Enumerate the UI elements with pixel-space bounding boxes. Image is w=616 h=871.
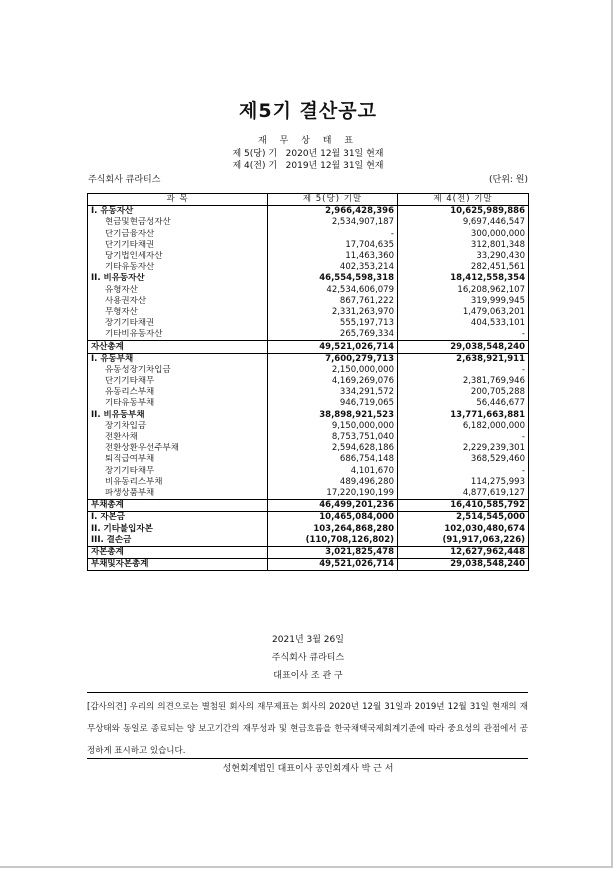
announcement-date: 2021년 3월 26일 <box>272 635 344 645</box>
table-row <box>88 454 529 465</box>
current-value: 555,197,713 <box>268 318 398 329</box>
account-label: 장기기타채무 <box>88 466 268 477</box>
current-period: 제 5(당) 기 2020년 12월 31일 현재 <box>232 149 384 159</box>
company-name: 주식회사 큐라티스 <box>88 175 161 185</box>
account-label: I. 자본금 <box>88 512 268 524</box>
account-label: 유동성장기차입금 <box>88 365 268 376</box>
current-value: 17,220,190,199 <box>268 488 398 500</box>
previous-value: 1,479,063,201 <box>398 307 529 318</box>
table-row <box>88 240 529 251</box>
document-title: 제5기 결산공고 <box>239 100 377 122</box>
table-row <box>88 262 529 273</box>
previous-value: (91,917,063,226) <box>398 535 529 547</box>
current-value: 9,150,000,000 <box>268 421 398 432</box>
previous-value: - <box>398 365 529 376</box>
current-value: 8,753,751,040 <box>268 432 398 443</box>
header-account: 과 목 <box>88 194 268 206</box>
account-label: 유형자산 <box>88 285 268 296</box>
previous-value: 33,290,430 <box>398 251 529 262</box>
previous-value: 16,208,962,107 <box>398 285 529 296</box>
account-label: 부채및자본총계 <box>88 559 268 571</box>
current-value: 42,534,606,079 <box>268 285 398 296</box>
account-label: 장기기타채권 <box>88 318 268 329</box>
table-row <box>88 365 529 376</box>
previous-value: 2,514,545,000 <box>398 512 529 524</box>
previous-value: 9,697,446,547 <box>398 217 529 228</box>
account-label: 단기기타채권 <box>88 240 268 251</box>
account-label: 장기차입금 <box>88 421 268 432</box>
current-value: 49,521,026,714 <box>268 341 398 353</box>
current-value: 49,521,026,714 <box>268 559 398 571</box>
current-value: 2,534,907,187 <box>268 217 398 228</box>
previous-value: 2,229,239,301 <box>398 443 529 454</box>
account-label: III. 결손금 <box>88 535 268 547</box>
current-value: 402,353,214 <box>268 262 398 273</box>
previous-value: 29,038,548,240 <box>398 341 529 353</box>
table-row <box>88 432 529 443</box>
account-label: 무형자산 <box>88 307 268 318</box>
previous-value: 12,627,962,448 <box>398 546 529 558</box>
previous-value: 6,182,000,000 <box>398 421 529 432</box>
table-row <box>88 329 529 341</box>
current-value: 489,496,280 <box>268 477 398 488</box>
account-label: 단기금융자산 <box>88 229 268 240</box>
current-value: 4,169,269,076 <box>268 376 398 387</box>
table-row <box>88 376 529 387</box>
current-value: 334,291,572 <box>268 387 398 398</box>
table-row <box>88 296 529 307</box>
previous-value: 404,533,101 <box>398 318 529 329</box>
company-row <box>88 172 528 185</box>
current-value: - <box>268 229 398 240</box>
account-label: 기타유동자산 <box>88 262 268 273</box>
account-label: 현금및현금성자산 <box>88 217 268 228</box>
current-value: 2,966,428,396 <box>268 206 398 218</box>
previous-value: 10,625,989,886 <box>398 206 529 218</box>
current-value: 946,719,065 <box>268 398 398 409</box>
account-label: II. 기타불입자본 <box>88 523 268 534</box>
table-row <box>88 410 529 421</box>
previous-value: - <box>398 466 529 477</box>
previous-value: 319,999,945 <box>398 296 529 307</box>
account-label: I. 유동부채 <box>88 353 268 365</box>
account-label: 사용권자산 <box>88 296 268 307</box>
table-row <box>88 307 529 318</box>
table-row <box>88 421 529 432</box>
current-value: 265,769,334 <box>268 329 398 341</box>
table-row <box>88 353 529 365</box>
current-value: 38,898,921,523 <box>268 410 398 421</box>
signer-company: 주식회사 큐라티스 <box>271 653 345 663</box>
current-value: (110,708,126,802) <box>268 535 398 547</box>
current-value: 11,463,360 <box>268 251 398 262</box>
previous-value: 312,801,348 <box>398 240 529 251</box>
account-label: 단기기타채무 <box>88 376 268 387</box>
current-value: 867,761,222 <box>268 296 398 307</box>
table-row <box>88 285 529 296</box>
account-label: 자산총계 <box>88 341 268 353</box>
current-value: 17,704,635 <box>268 240 398 251</box>
current-value: 7,600,279,713 <box>268 353 398 365</box>
current-value: 686,754,148 <box>268 454 398 465</box>
balance-sheet-table <box>87 193 529 571</box>
table-row <box>88 398 529 409</box>
table-row <box>88 318 529 329</box>
previous-value: - <box>398 432 529 443</box>
table-header-row <box>88 194 529 206</box>
account-label: 전환상환우선주부채 <box>88 443 268 454</box>
current-value: 46,499,201,236 <box>268 500 398 512</box>
previous-value: 114,275,993 <box>398 477 529 488</box>
statement-subtitle: 재 무 상 태 표 <box>258 136 358 146</box>
current-value: 3,021,825,478 <box>268 546 398 558</box>
table-row <box>88 251 529 262</box>
table-row <box>88 466 529 477</box>
table-row <box>88 229 529 240</box>
previous-value: 200,705,288 <box>398 387 529 398</box>
signer-ceo: 대표이사 조 관 구 <box>273 671 343 681</box>
previous-value: 300,000,000 <box>398 229 529 240</box>
account-label: 퇴직급여부채 <box>88 454 268 465</box>
account-label: 비유동리스부채 <box>88 477 268 488</box>
account-label: II. 비유동부채 <box>88 410 268 421</box>
table-row <box>88 512 529 524</box>
previous-value: 4,877,619,127 <box>398 488 529 500</box>
unit-label: (단위: 원) <box>489 175 528 185</box>
account-label: I. 유동자산 <box>88 206 268 218</box>
previous-value: - <box>398 329 529 341</box>
previous-period: 제 4(전) 기 2019년 12월 31일 현재 <box>232 161 384 171</box>
current-value: 2,594,628,186 <box>268 443 398 454</box>
auditor-signature: 성현회계법인 대표이사 공인회계사 박 근 서 <box>222 764 394 774</box>
current-value: 103,264,868,280 <box>268 523 398 534</box>
previous-value: 56,446,677 <box>398 398 529 409</box>
table-row <box>88 443 529 454</box>
current-value: 2,331,263,970 <box>268 307 398 318</box>
account-label: 전환사채 <box>88 432 268 443</box>
total-row <box>88 341 529 353</box>
total-row <box>88 500 529 512</box>
audit-opinion-box <box>87 692 528 759</box>
account-label: 당기법인세자산 <box>88 251 268 262</box>
previous-value: 29,038,548,240 <box>398 559 529 571</box>
table-row <box>88 488 529 500</box>
current-value: 4,101,670 <box>268 466 398 477</box>
header-previous: 제 4(전) 기말 <box>398 194 529 206</box>
previous-value: 13,771,663,881 <box>398 410 529 421</box>
header-current: 제 5(당) 기말 <box>268 194 398 206</box>
account-label: II. 비유동자산 <box>88 273 268 284</box>
account-label: 유동리스부채 <box>88 387 268 398</box>
table-row <box>88 535 529 547</box>
previous-value: 18,412,558,354 <box>398 273 529 284</box>
table-row <box>88 273 529 284</box>
previous-value: 2,381,769,946 <box>398 376 529 387</box>
previous-value: 282,451,561 <box>398 262 529 273</box>
account-label: 자본총계 <box>88 546 268 558</box>
table-row <box>88 387 529 398</box>
previous-value: 102,030,480,674 <box>398 523 529 534</box>
account-label: 부채총계 <box>88 500 268 512</box>
table-row <box>88 477 529 488</box>
account-label: 기타비유동자산 <box>88 329 268 341</box>
previous-value: 16,410,585,792 <box>398 500 529 512</box>
table-row <box>88 523 529 534</box>
current-value: 46,554,598,318 <box>268 273 398 284</box>
total-row <box>88 546 529 558</box>
current-value: 2,150,000,000 <box>268 365 398 376</box>
audit-opinion-text: [감사의견] 우리의 의견으로는 별첨된 회사의 재무제표는 회사의 2020년 12월 31일과 2019년 12월 31일 현재의 재무상태와 동일로 종료되는 양 보고기간의 재무성과 및 현금흐름을 한국채택국제회계기준에 따라 중요성의 관점에서 공정하게 표시하고 있습니다. <box>87 702 528 756</box>
account-label: 기타유동부채 <box>88 398 268 409</box>
total-row <box>88 559 529 571</box>
table-row <box>88 206 529 218</box>
table-row <box>88 217 529 228</box>
previous-value: 368,529,460 <box>398 454 529 465</box>
previous-value: 2,638,921,911 <box>398 353 529 365</box>
account-label: 파생상품부채 <box>88 488 268 500</box>
current-value: 10,465,084,000 <box>268 512 398 524</box>
